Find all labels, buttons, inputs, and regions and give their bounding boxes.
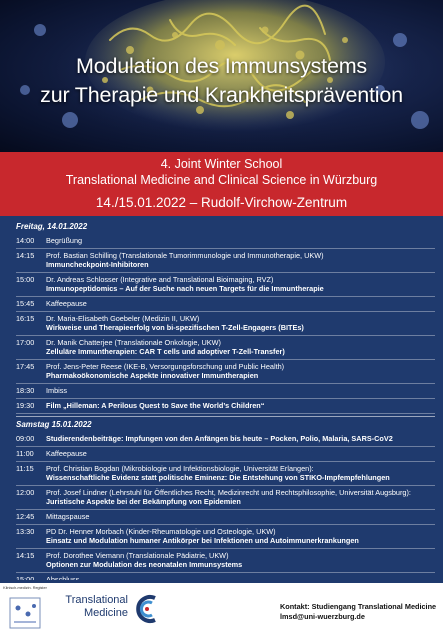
logo-line-1: Translational [65, 594, 128, 606]
schedule-entry-title: Prof. Dorothee Viemann (Translationale Pädiatrie, UKW) [46, 551, 229, 560]
translational-medicine-logo-text [58, 594, 128, 620]
schedule-entry-talk: Einsatz und Modulation humaner Antikörper bei Infektionen und Autoimmunerkrankungen [46, 536, 359, 545]
schedule-entry-talk: Immuncheckpoint-Inhibitoren [46, 260, 149, 269]
schedule-row [16, 401, 435, 414]
schedule-entry [46, 527, 435, 545]
schedule-time: 17:00 [16, 338, 35, 347]
schedule-row [16, 236, 435, 249]
schedule-time: 16:15 [16, 314, 35, 323]
schedule-entry-title: Studierendenbeiträge: Impfungen von den Anfängen bis heute – Pocken, Polio, Malaria, SARS-CoV2 [46, 434, 393, 443]
schedule-entry [46, 299, 435, 308]
schedule-row [16, 251, 435, 273]
schedule-time: 12:00 [16, 488, 35, 497]
schedule-entry-talk: Pharmakoökonomische Aspekte innovativer Immuntherapien [46, 371, 259, 380]
schedule-row [16, 512, 435, 525]
schedule-entry [46, 449, 435, 458]
schedule-entry [46, 488, 435, 506]
schedule-entry [46, 401, 435, 410]
footer-divider [0, 580, 443, 583]
schedule-entry-title: PD Dr. Henner Morbach (Kinder-Rheumatologie und Osteologie, UKW) [46, 527, 276, 536]
friday-schedule [16, 236, 435, 414]
footer [0, 580, 443, 640]
day-header-saturday: Samstag 15.01.2022 [16, 416, 435, 430]
schedule-entry-title: Film „Hilleman: A Perilous Quest to Save the World’s Children“ [46, 401, 265, 410]
schedule-entry-title: Dr. Andreas Schlosser (Integrative and Translational Bioimaging, RVZ) [46, 275, 274, 284]
hero-image [0, 0, 443, 152]
schedule-entry [46, 314, 435, 332]
schedule-entry-title: Begrüßung [46, 236, 83, 245]
schedule-entry [46, 362, 435, 380]
schedule-entry-title: Prof. Bastian Schilling (Translationale Tumorimmunologie und Immunotherapie, UKW) [46, 251, 324, 260]
event-date-venue: 14./15.01.2022 – Rudolf-Virchow-Zentrum [95, 195, 348, 210]
schedule-time: 17:45 [16, 362, 35, 371]
schedule-entry-title: Dr. Manik Chatterjee (Translationale Onkologie, UKW) [46, 338, 221, 347]
schedule-entry-talk: Optionen zur Modulation des neonatalen Immunsystems [46, 560, 243, 569]
schedule-entry-title: Prof. Jens-Peter Reese (IKE-B, Versorgungsforschung und Public Health) [46, 362, 285, 371]
schedule-entry [46, 236, 435, 245]
schedule-entry-talk: Wirkweise und Therapieerfolg von bi-spezifischen T-Zell-Engagers (BITEs) [46, 323, 304, 332]
schedule-entry [46, 434, 435, 443]
poster-title-line-2: zur Therapie und Krankheitsprävention [40, 83, 403, 107]
schedule-entry-title: Prof. Josef Lindner (Lehrstuhl für Öffentliches Recht, Medizinrecht und Rechtsphilosophie, Universität Augsburg): [46, 488, 411, 497]
saturday-schedule [16, 434, 435, 588]
day-header-friday: Freitag, 14.01.2022 [16, 222, 88, 231]
schedule-entry-title: Kaffeepause [46, 299, 87, 308]
contact-email[interactable]: lmsd@uni-wuerzburg.de [280, 612, 365, 621]
schedule-entry [46, 386, 435, 395]
schedule-row [16, 551, 435, 573]
schedule-time: 14:00 [16, 236, 35, 245]
schedule-entry-title: Prof. Christian Bogdan (Mikrobiologie und Infektionsbiologie, Universität Erlangen): [46, 464, 314, 473]
program-schedule [0, 216, 443, 580]
schedule-row [16, 275, 435, 297]
schedule-time: 11:15 [16, 464, 34, 473]
schedule-entry [46, 464, 435, 482]
event-name: Translational Medicine and Clinical Science in Würzburg [65, 173, 378, 187]
schedule-row [16, 299, 435, 312]
schedule-entry-title: Kaffeepause [46, 449, 87, 458]
schedule-row [16, 338, 435, 360]
schedule-entry-title: Mittagspause [46, 512, 90, 521]
schedule-time: 15:45 [16, 299, 35, 308]
translational-medicine-logo-icon [131, 592, 161, 626]
schedule-row [16, 449, 435, 462]
schedule-row [16, 314, 435, 336]
poster-title-line-1: Modulation des Immunsystems [76, 54, 367, 78]
schedule-entry [46, 551, 435, 569]
schedule-row [16, 434, 435, 447]
event-band [0, 152, 443, 216]
schedule-entry-talk: Juristische Aspekte bei der Bekämpfung von Epidemien [46, 497, 241, 506]
schedule-time: 14:15 [16, 551, 35, 560]
schedule-entry [46, 338, 435, 356]
schedule-entry [46, 275, 435, 293]
schedule-entry-title: Imbiss [46, 386, 68, 395]
schedule-entry [46, 512, 435, 521]
schedule-time: 18:30 [16, 386, 35, 395]
schedule-entry-talk: Wissenschaftliche Evidenz statt politische Eminenz: Die Entstehung von STIKO-Impfempfehlungen [46, 473, 390, 482]
event-edition: 4. Joint Winter School [160, 157, 283, 171]
logo-line-2: Medicine [83, 607, 128, 619]
schedule-time: 13:30 [16, 527, 35, 536]
schedule-row [16, 488, 435, 510]
schedule-entry-title: Dr. Maria-Elisabeth Goebeler (Medizin II, UKW) [46, 314, 200, 323]
schedule-row [16, 362, 435, 384]
schedule-row [16, 527, 435, 549]
schedule-time: 12:45 [16, 512, 35, 521]
contact-info [280, 602, 440, 622]
schedule-entry-talk: Zelluläre Immuntherapien: CAR T cells und adoptiver T-Zell-Transfer) [46, 347, 285, 356]
contact-line: Kontakt: Studiengang Translational Medicine [280, 602, 437, 611]
schedule-row [16, 464, 435, 486]
schedule-time: 19:30 [16, 401, 35, 410]
schedule-entry [46, 251, 435, 269]
register-logo-icon [6, 588, 44, 632]
schedule-time: 09:00 [16, 434, 35, 443]
schedule-row [16, 386, 435, 399]
schedule-entry-talk: Immunopeptidomics – Auf der Suche nach neuen Targets für die Immuntherapie [46, 284, 324, 293]
schedule-time: 11:00 [16, 449, 34, 458]
small-logo-caption: Klinisch-medizin. Register [3, 586, 47, 590]
schedule-time: 14:15 [16, 251, 35, 260]
schedule-time: 15:00 [16, 275, 35, 284]
